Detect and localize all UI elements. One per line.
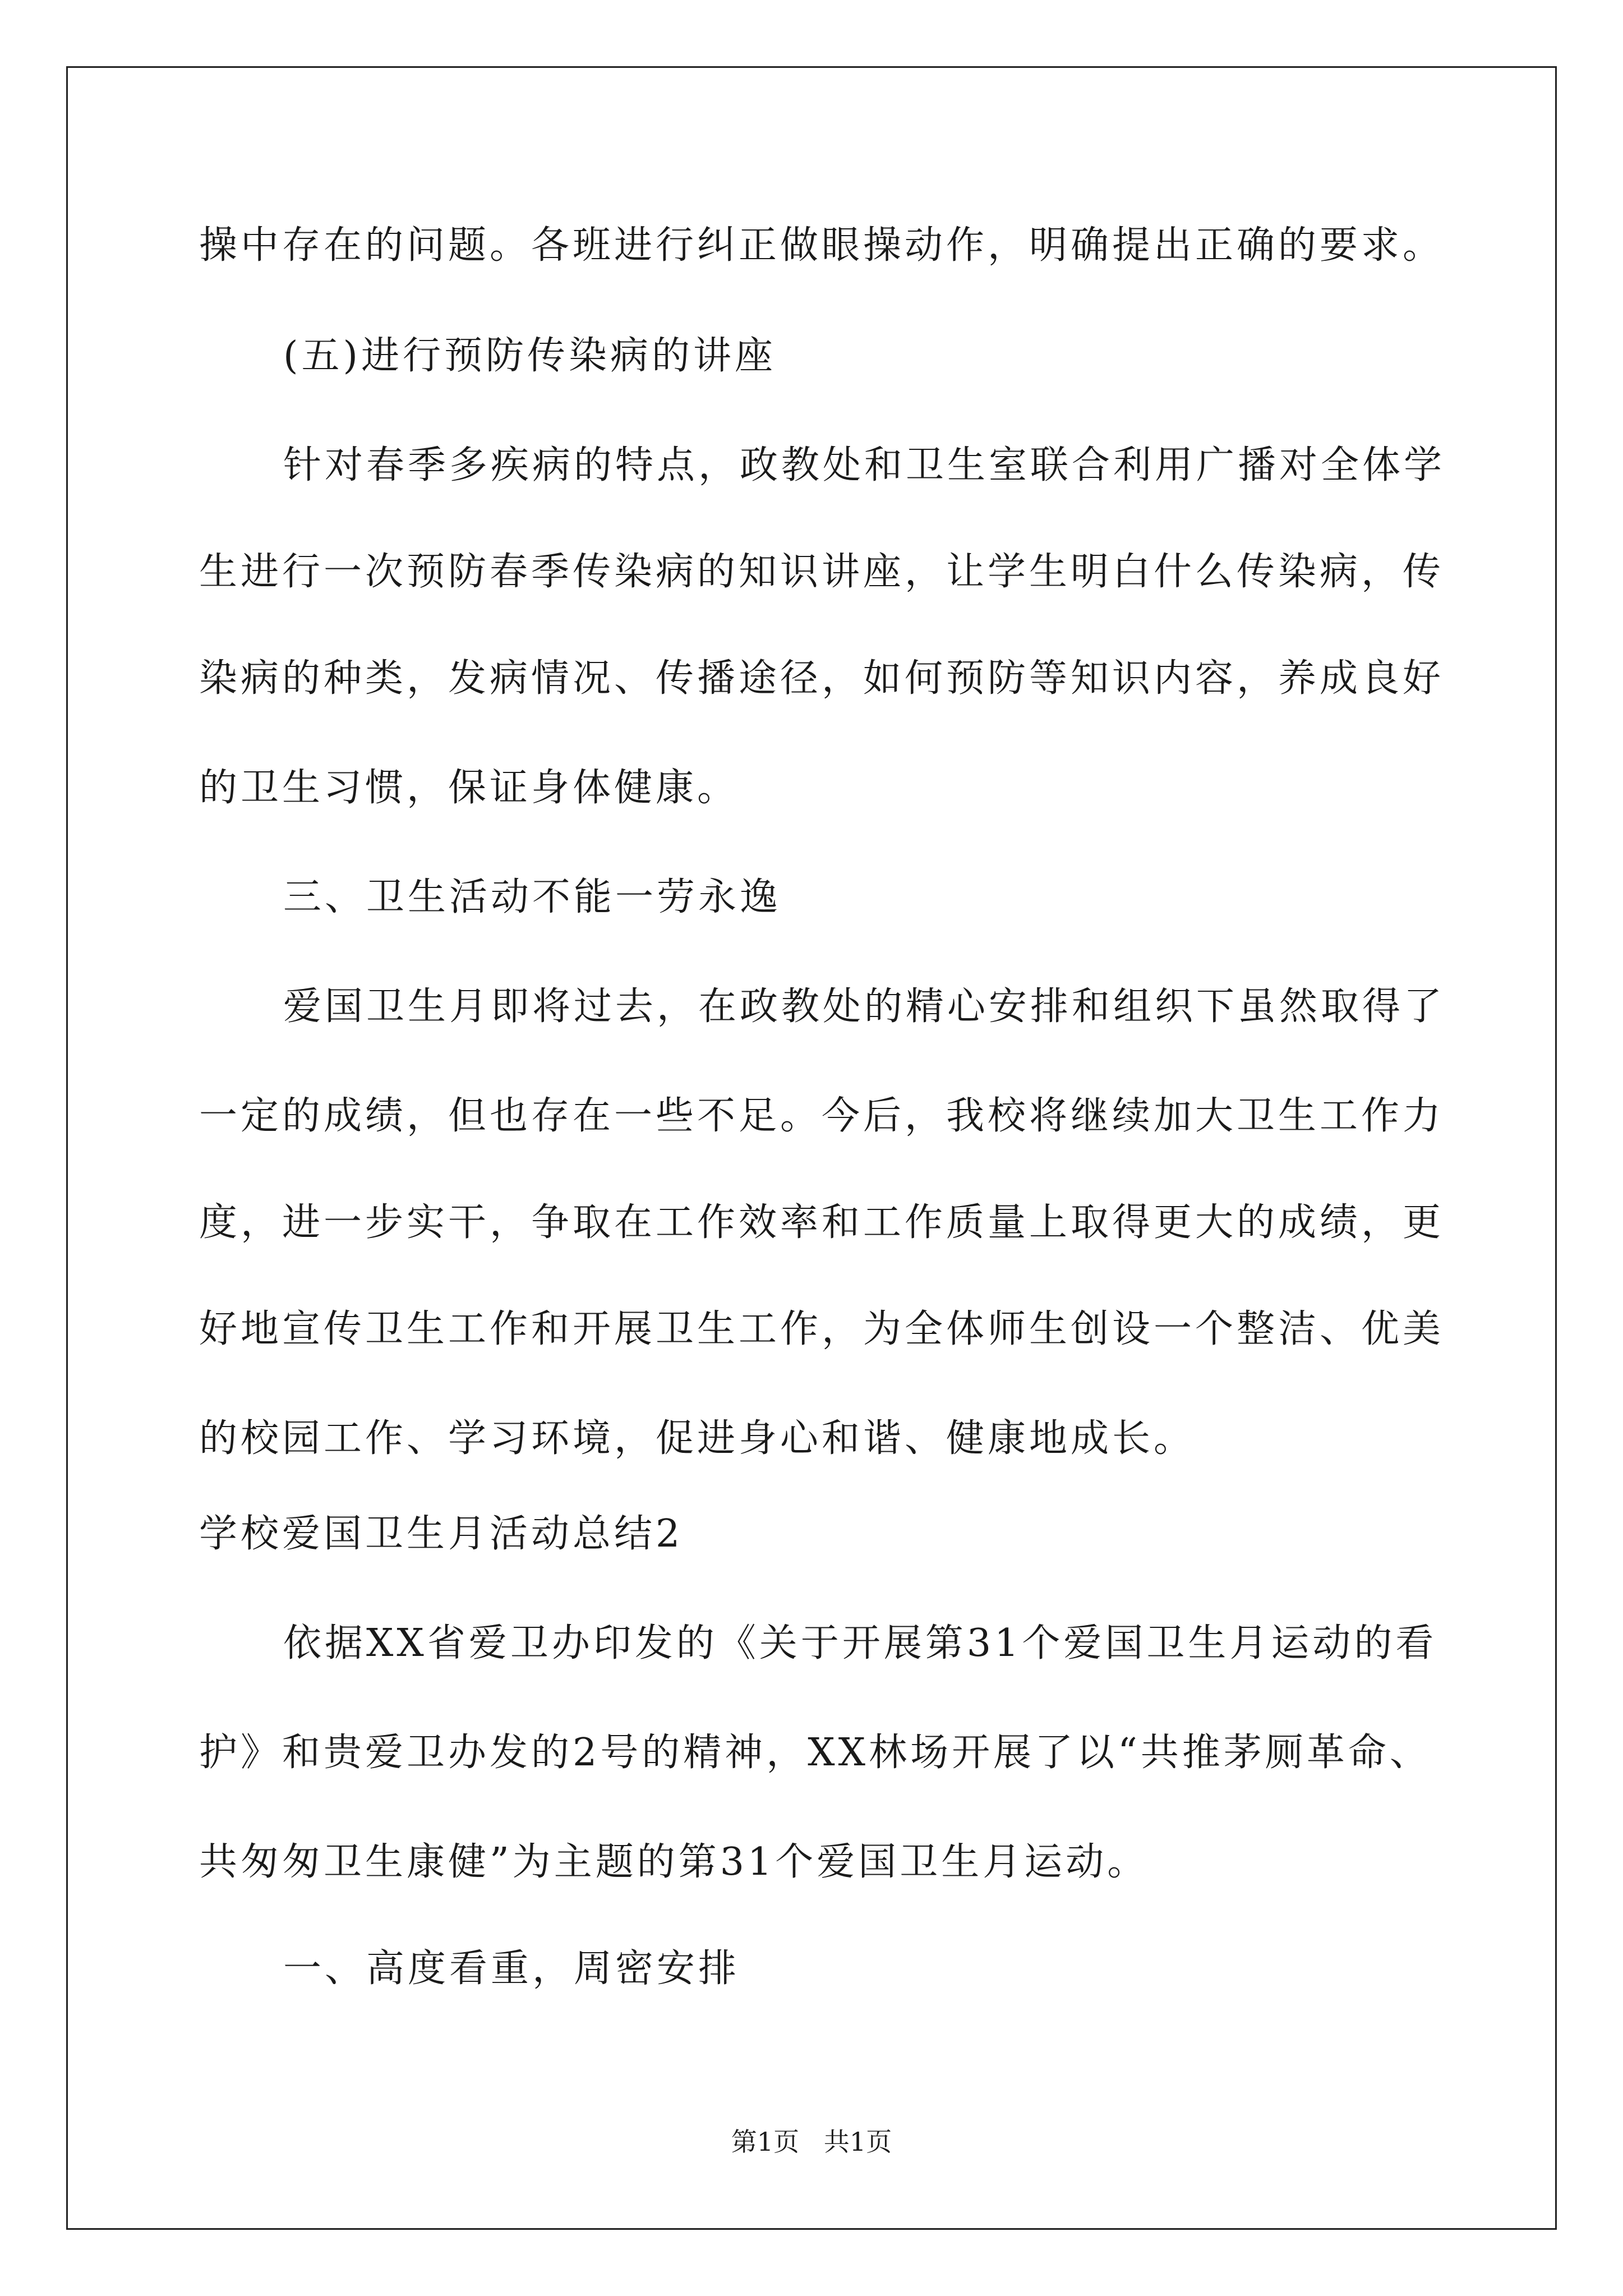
paragraph-line: 度，进一步实干，争取在工作效率和工作质量上取得更大的成绩，更	[199, 1200, 1445, 1245]
page-footer: 第1页 共1页	[731, 2127, 892, 2157]
paragraph-line: 爱国卫生月即将过去，在政教处的精心安排和组织下虽然取得了	[283, 984, 1446, 1029]
section-heading: (五)进行预防传染病的讲座	[283, 334, 777, 378]
article-title: 学校爱国卫生月活动总结2	[199, 1512, 684, 1556]
paragraph-line: 的校园工作、学习环境，促进身心和谐、健康地成长。	[199, 1416, 1196, 1461]
paragraph-line: 一定的成绩，但也存在一些不足。今后，我校将继续加大卫生工作力	[199, 1094, 1445, 1138]
paragraph-line: 护》和贵爱卫办发的2号的精神，XX林场开展了以“共推茅厕革命、	[199, 1731, 1431, 1775]
page-border	[66, 66, 1557, 2230]
section-heading: 三、卫生活动不能一劳永逸	[283, 875, 782, 919]
paragraph-line: 好地宣传卫生工作和开展卫生工作，为全体师生创设一个整洁、优美	[199, 1307, 1445, 1351]
paragraph-line: 针对春季多疾病的特点，政教处和卫生室联合利用广播对全体学	[283, 443, 1446, 487]
paragraph-line: 的卫生习惯，保证身体健康。	[199, 766, 739, 810]
paragraph-line: 操中存在的问题。各班进行纠正做眼操动作，明确提出正确的要求。	[199, 223, 1445, 268]
section-heading: 一、高度看重，周密安排	[283, 1947, 740, 1991]
paragraph-line: 共匆匆卫生康健”为主题的第31个爱国卫生月运动。	[199, 1840, 1149, 1884]
paragraph-line: 染病的种类，发病情况、传播途径，如何预防等知识内容，养成良好	[199, 656, 1445, 701]
paragraph-line: 生进行一次预防春季传染病的知识讲座，让学生明白什么传染病，传	[199, 550, 1445, 594]
paragraph-line: 依据XX省爱卫办印发的《关于开展第31个爱国卫生月运动的看	[283, 1621, 1437, 1665]
